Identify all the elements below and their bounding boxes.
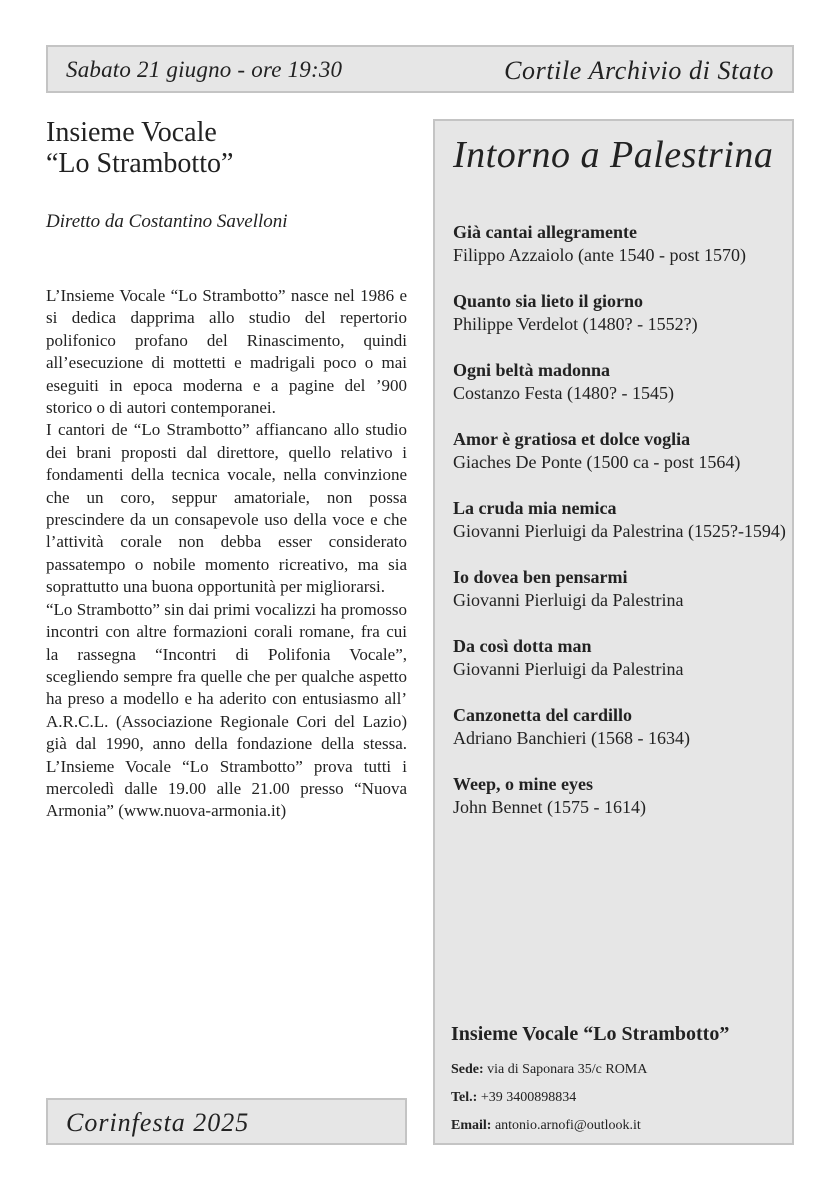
program-item <box>453 290 788 336</box>
piece-composer: Filippo Azzaiolo (ante 1540 - post 1570) <box>453 245 746 265</box>
piece-composer: Giovanni Pierluigi da Palestrina <box>453 659 684 679</box>
program-item <box>453 221 788 267</box>
piece-composer: Adriano Banchieri (1568 - 1634) <box>453 728 690 748</box>
ensemble-bio <box>46 285 407 823</box>
email-label: Email: <box>451 1118 492 1133</box>
bio-paragraph: L’Insieme Vocale “Lo Strambotto” nasce nel 1986 e si dedica dapprima allo studio del repertorio polifonico profano del Rinascimento, quindi all’esecuzione di mottetti e madrigali poco o mai eseguiti in epoca moderna e a pagine del ’900 storico o di autori contemporanei. <box>46 286 407 418</box>
piece-title: Canzonetta del cardillo <box>453 705 632 725</box>
piece-title: Weep, o mine eyes <box>453 774 593 794</box>
piece-title: Ogni beltà madonna <box>453 360 611 380</box>
piece-composer: John Bennet (1575 - 1614) <box>453 797 646 817</box>
piece-composer: Giovanni Pierluigi da Palestrina (1525?-1594) <box>453 521 786 541</box>
program-list <box>453 221 788 842</box>
event-venue: Cortile Archivio di Stato <box>504 56 774 85</box>
footer-bar <box>46 1098 407 1145</box>
program-item <box>453 635 788 681</box>
event-date: Sabato 21 giugno - ore 19:30 <box>66 57 343 82</box>
bio-paragraph: I cantori de “Lo Strambotto” affiancano allo studio dei brani proposti dal direttore, quello relativo i fondamenti della tecnica vocale, nella convinzione che un coro, seppur amatoriale, non possa prescindere da un consapevole uso della voce e che l’attività corale non debba esser considerato passatempo o nobile momento ricreativo, ma sia soprattutto una buona opportunità per migliorarsi. <box>46 420 407 597</box>
piece-composer: Giaches De Ponte (1500 ca - post 1564) <box>453 452 741 472</box>
program-item <box>453 704 788 750</box>
email-value: antonio.arnofi@outlook.it <box>494 1118 641 1133</box>
program-item <box>453 428 788 474</box>
program-title: Intorno a Palestrina <box>453 134 774 176</box>
piece-title: Quanto sia lieto il giorno <box>453 291 644 311</box>
piece-composer: Giovanni Pierluigi da Palestrina <box>453 590 684 610</box>
bio-paragraph: “Lo Strambotto” sin dai primi vocalizzi ha promosso incontri con altre formazioni corali romane, fra cui la rassegna “Incontri di Polifonia Vocale”, scegliendo sempre fra quelle che per qualche aspetto ha preso a modello e ha aderito con entusiasmo all’ A.R.C.L. (Associazione Regionale Cori del Lazio) già dal 1990, anno della fondazione della stessa. L’Insieme Vocale “Lo Strambotto” prova tutti i mercoledì dalle 19.00 alle 21.00 presso “Nuova Armonia” (www.nuova-armonia.it) <box>46 599 407 821</box>
piece-title: Già cantai allegramente <box>453 222 637 242</box>
director-credit: Diretto da Costantino Savelloni <box>46 211 288 232</box>
program-item <box>453 359 788 405</box>
program-panel <box>433 119 794 1145</box>
piece-title: Amor è gratiosa et dolce voglia <box>453 429 691 449</box>
address-value: via di Saponara 35/c ROMA <box>487 1062 648 1077</box>
contact-block <box>451 1023 791 1140</box>
piece-composer: Costanzo Festa (1480? - 1545) <box>453 383 674 403</box>
contact-phone <box>451 1084 791 1112</box>
phone-label: Tel.: <box>451 1090 478 1105</box>
festival-name: Corinfesta 2025 <box>66 1108 250 1137</box>
program-item <box>453 566 788 612</box>
contact-email <box>451 1112 791 1140</box>
contact-name: Insieme Vocale “Lo Strambotto” <box>451 1023 730 1045</box>
piece-title: Io dovea ben pensarmi <box>453 567 628 587</box>
piece-title: La cruda mia nemica <box>453 498 617 518</box>
ensemble-title <box>46 117 406 179</box>
header-bar <box>46 45 794 93</box>
piece-title: Da così dotta man <box>453 636 592 656</box>
contact-address <box>451 1056 791 1084</box>
phone-value: +39 3400898834 <box>480 1090 577 1105</box>
program-item <box>453 497 788 543</box>
ensemble-title-line1: Insieme Vocale <box>46 117 217 148</box>
program-item <box>453 773 788 819</box>
ensemble-title-line2: “Lo Strambotto” <box>46 148 234 179</box>
address-label: Sede: <box>451 1062 484 1077</box>
piece-composer: Philippe Verdelot (1480? - 1552?) <box>453 314 698 334</box>
